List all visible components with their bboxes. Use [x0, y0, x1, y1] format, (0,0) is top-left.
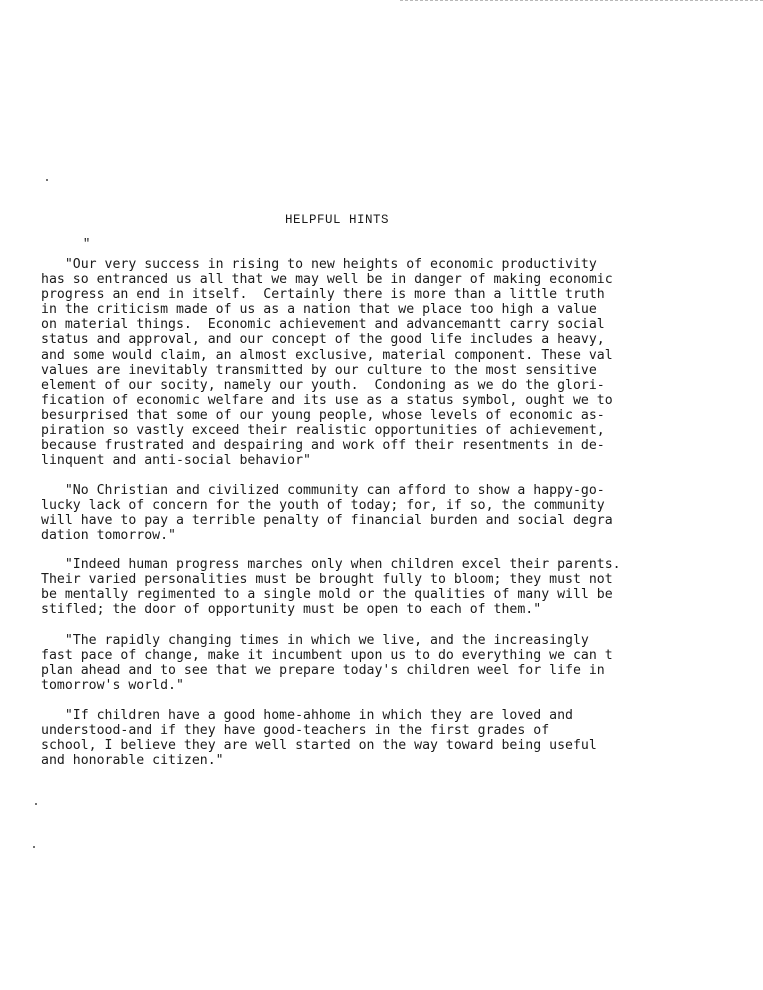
page-speck — [35, 803, 37, 805]
page-speck — [46, 179, 48, 181]
page-speck — [33, 846, 35, 848]
paragraph-good-home: "If children have a good home-ahhome in which they are loved and understood-and if they have good-teachers in the first grades of school, I believe they are well started on the way toward being useful and honorable citizen." — [41, 708, 597, 769]
paragraph-changing-times: "The rapidly changing times in which we live, and the increasingly fast pace of change, make it incumbent upon us to do everything we can t plan ahead and to see that we prepare today's children weel for life in tomorrow's world." — [41, 633, 613, 694]
paragraph-human-progress: "Indeed human progress marches only when children excel their parents. Their varied personalities must be brought fully to bloom; they must not be mentally regimented to a single mold or the qualities of many will be stifled; the door of opportunity must be open to each of them." — [41, 557, 621, 618]
paragraph-christian-community: "No Christian and civilized community can afford to show a happy-go- lucky lack of concern for the youth of today; for, if so, the community will have to pay a terrible penalty of financial burden and social degra dation tomorrow." — [41, 483, 613, 544]
paragraph-economic-productivity: "Our very success in rising to new heights of economic productivity has so entranced us all that we may well be in danger of making economic progress an end in itself. Certainly there is more than a little truth in the criticism made of us as a nation that we place too high a value on material things. Economic achievement and advancemantt carry social status and approval, and our concept of the good life includes a heavy, and some would claim, an almost exclusive, material component. These val values are inevitably transmitted by our culture to the most sensitive element of our socity, namely our youth. Condoning as we do the glori- fication of economic welfare and its use as a status symbol, ought we to besurprised that some of our young people, whose levels of economic as- piration so vastly exceed their realistic opportunities of achievement, because frustrated and despairing and work off their resentments in de- linquent and anti-social behavior" — [41, 257, 613, 469]
stray-quote-mark: " — [83, 237, 91, 251]
top-edge-dashes — [400, 0, 763, 3]
page-title: HELPFUL HINTS — [285, 213, 390, 227]
